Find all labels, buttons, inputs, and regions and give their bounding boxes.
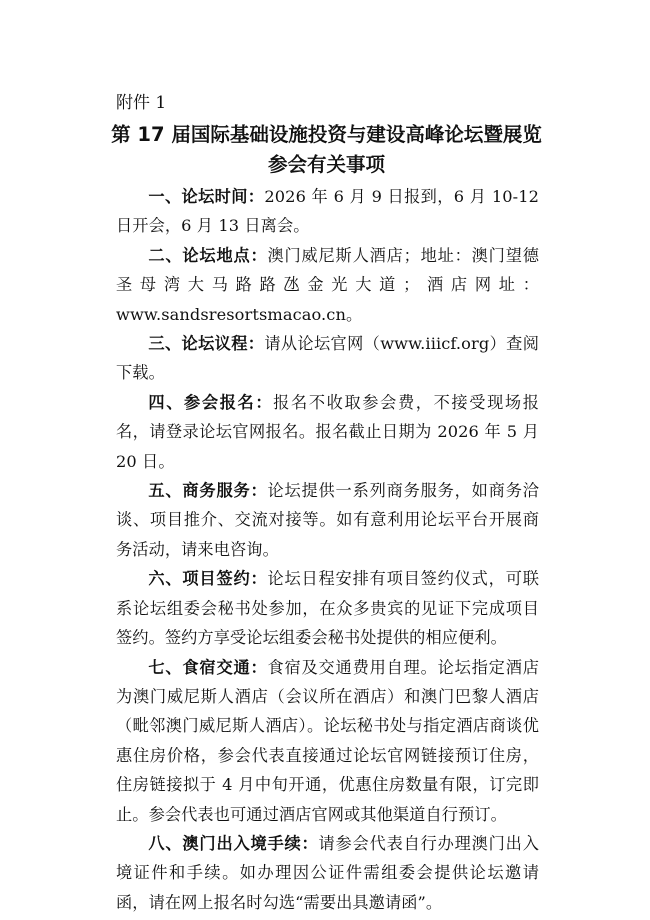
section-text: 澳门威尼斯人酒店；地址：澳门望德圣母湾大马路路氹金光大道；酒店网址：www.sandsresortsmacao.cn。 <box>116 245 539 324</box>
section-label: 一、论坛时间： <box>148 187 265 206</box>
section-label: 七、食宿交通： <box>148 657 268 677</box>
section-label: 三、论坛议程： <box>148 334 265 354</box>
section-text: 请从论坛官网（www.iiicf.org）查阅下载。 <box>116 334 540 383</box>
section-accommodation-transport <box>116 653 539 829</box>
section-text: 请参会代表自行办理澳门出入境证件和手续。如办理因公证件需组委会提供论坛邀请函，请在网上报名时勾选“需要出具邀请函”。 <box>116 833 539 912</box>
section-forum-time <box>116 182 539 241</box>
title-line-2: 参会有关事项 <box>267 153 385 176</box>
section-text: 食宿及交通费用自理。论坛指定酒店为澳门威尼斯人酒店（会议所在酒店）和澳门巴黎人酒店（毗邻澳门威尼斯人酒店）。论坛秘书处与指定酒店商谈优惠住房价格，参会代表直接通过论坛官网链接预订住房，住房链接拟于 4 月中旬开通，优惠住房数量有限，订完即止。参会代表也可通过酒店官网或其他渠道自行预订。 <box>116 657 539 824</box>
section-project-signing <box>116 564 539 652</box>
section-label: 四、参会报名： <box>148 392 274 412</box>
section-label: 五、商务服务： <box>148 481 268 501</box>
section-label: 六、项目签约： <box>148 569 268 589</box>
section-text: 报名不收取参会费，不接受现场报名，请登录论坛官网报名。报名截止日期为 2026 年 5 月 20 日。 <box>116 392 540 471</box>
section-label: 八、澳门出入境手续： <box>148 833 319 853</box>
section-text: 2026 年 6 月 9 日报到，6 月 10-12 日开会，6 月 13 日离会。 <box>116 187 539 236</box>
section-business-services <box>116 476 539 564</box>
section-text: 论坛提供一系列商务服务，如商务洽谈、项目推介、交流对接等。如有意利用论坛平台开展商务活动，请来电咨询。 <box>116 481 539 559</box>
section-forum-venue <box>116 241 539 329</box>
section-forum-agenda <box>116 329 539 388</box>
title-line-1: 第 17 届国际基础设施投资与建设高峰论坛暨展览 <box>111 123 542 146</box>
attachment-label: 附件 1 <box>116 93 167 113</box>
document-title <box>100 120 553 180</box>
section-macau-entry-exit <box>116 829 539 917</box>
section-text: 论坛日程安排有项目签约仪式，可联系论坛组委会秘书处参加，在众多贵宾的见证下完成项目签约。签约方享受论坛组委会秘书处提供的相应便利。 <box>116 569 539 648</box>
section-registration <box>116 388 539 476</box>
section-label: 二、论坛地点： <box>148 245 268 265</box>
